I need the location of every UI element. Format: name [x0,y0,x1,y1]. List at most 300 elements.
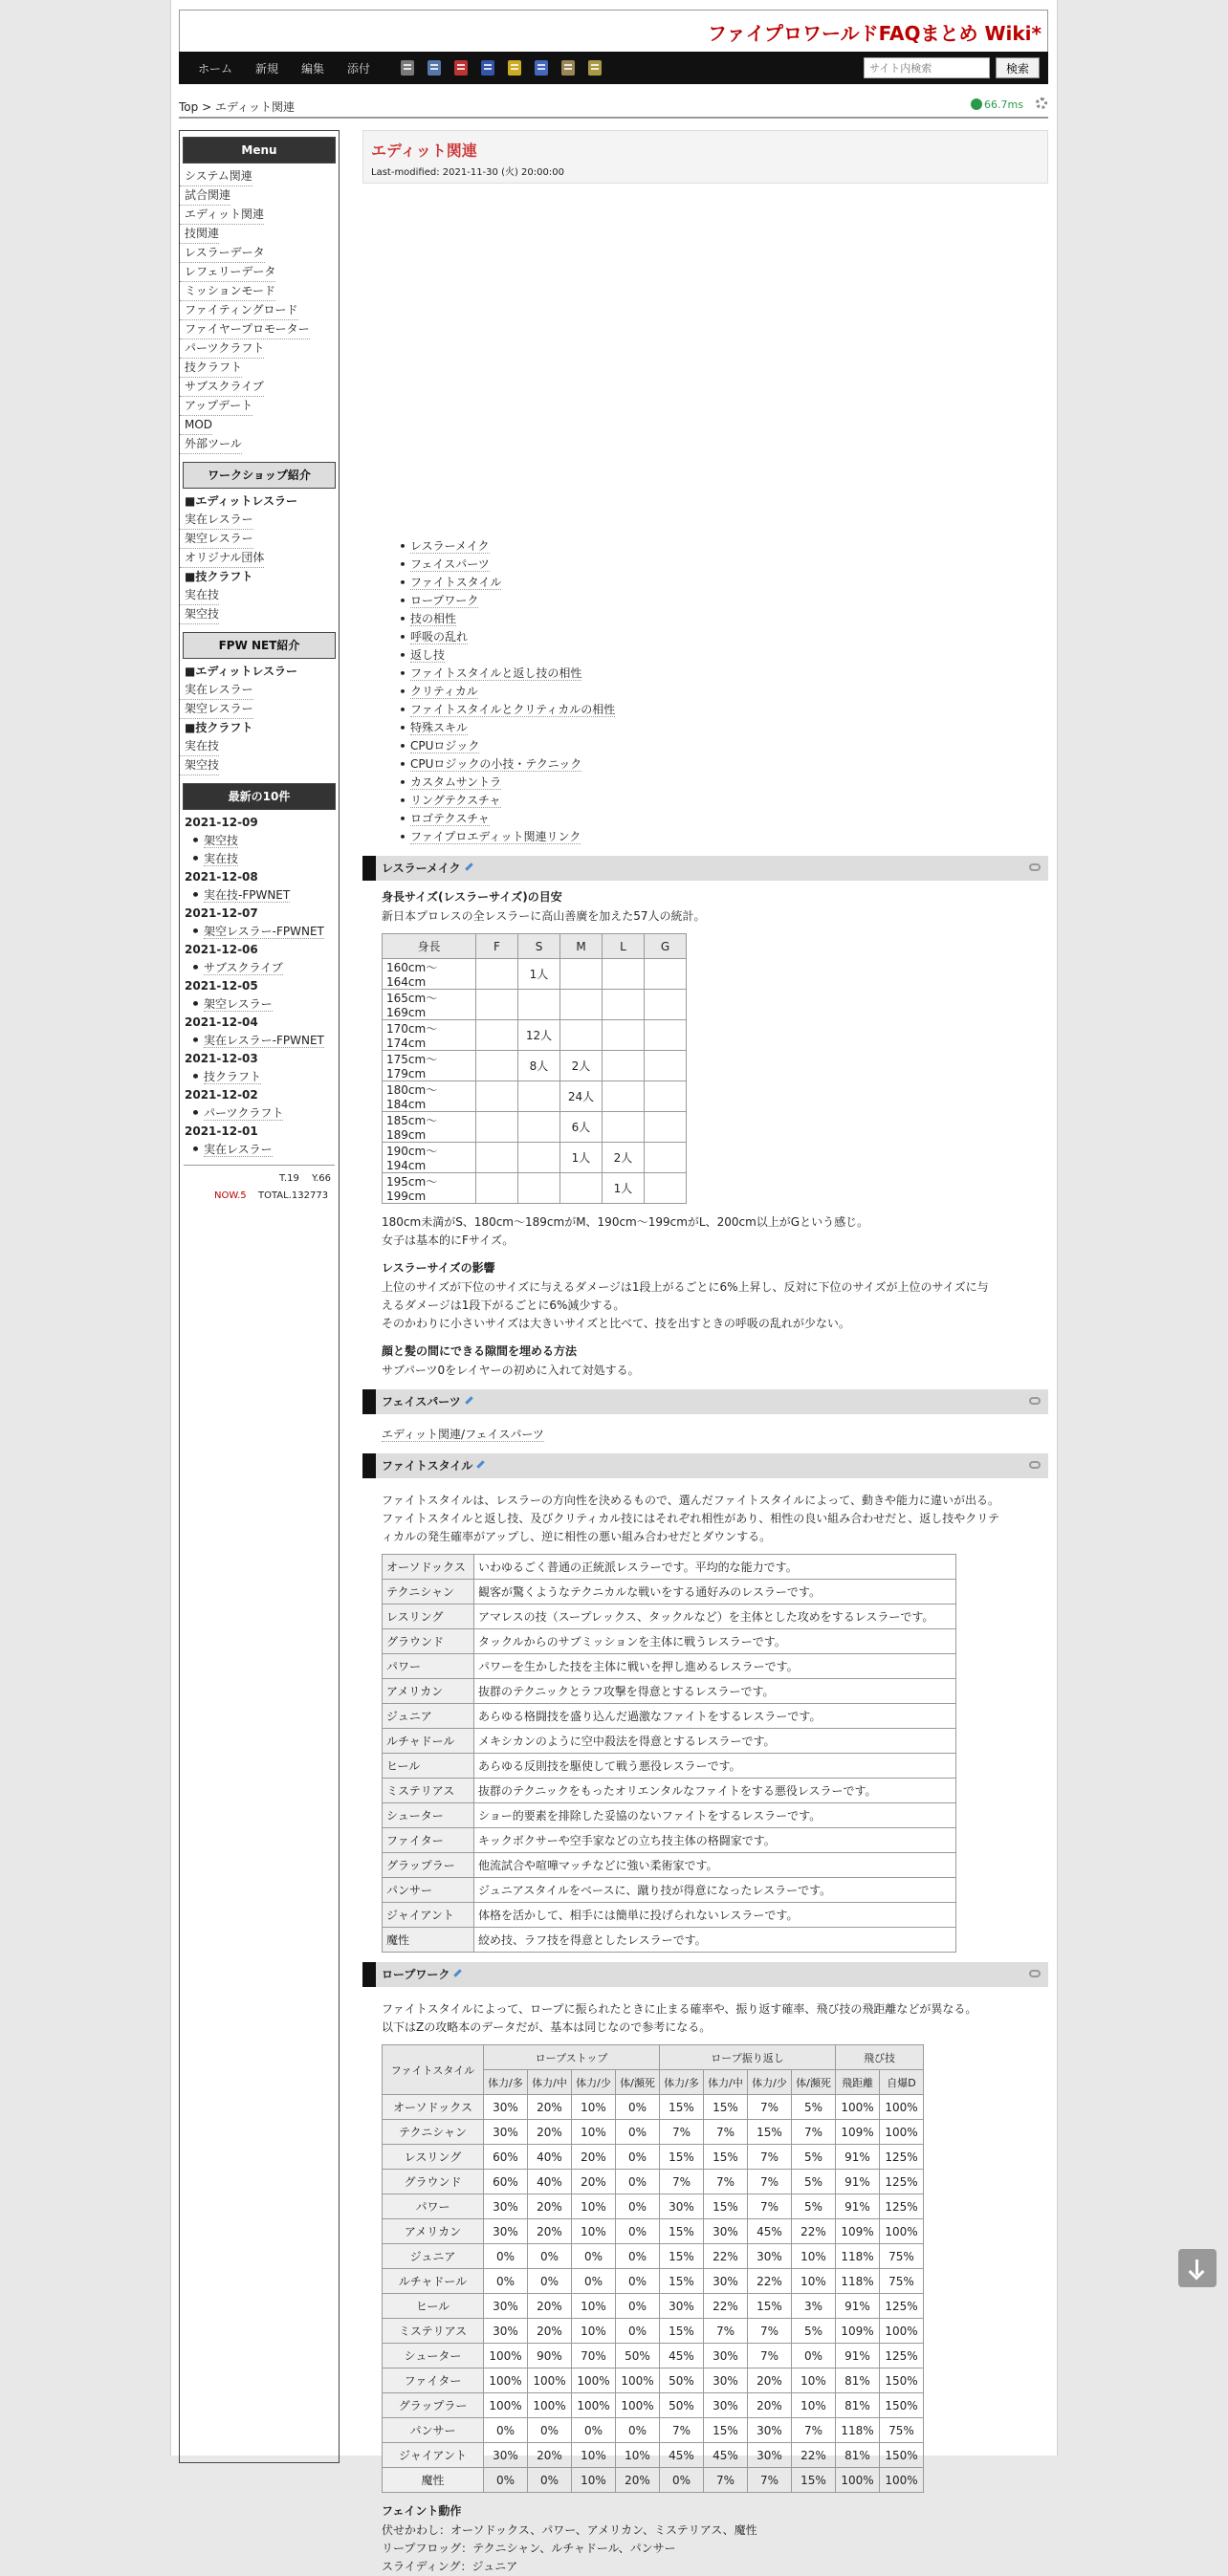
table-cell: 30% [704,2344,748,2369]
table-row [383,1878,956,1903]
table-cell: 15% [704,2418,748,2443]
table-row [383,1112,687,1143]
toc-item[interactable] [401,828,1048,846]
speed-icon [971,98,982,110]
table-cell: 100% [880,2468,924,2493]
table-cell: 175cm～179cm [383,1051,476,1081]
table-cell: 10% [572,2443,616,2468]
table-cell [645,1112,687,1143]
breadcrumb-separator: > [198,100,215,114]
sidebar-menu-item[interactable]: ファイティングロード [180,301,298,320]
table-cell: 体格を活かして、相手には簡単に投げられないレスラーです。 [474,1903,956,1928]
table-cell: 0% [528,2418,572,2443]
table-cell: 30% [748,2244,792,2269]
table-cell: 10% [572,2468,616,2493]
sidebar-group-link[interactable]: 架空技 [180,605,219,624]
sidebar-group-link[interactable]: 架空技 [180,756,219,775]
recent-date: 2021-12-05 [185,979,258,993]
table-row [383,2468,924,2493]
table-cell: テクニシャン [383,2120,484,2145]
table-cell: 5% [792,2170,836,2194]
table-cell: 100% [836,2468,880,2493]
table-cell: 100% [528,2369,572,2393]
tool-icon-2[interactable] [428,60,441,76]
toc-item[interactable] [401,774,1048,792]
recent-item[interactable] [180,1104,339,1123]
toc-item[interactable] [401,701,1048,719]
table-cell: 15% [748,2120,792,2145]
table-row [383,1779,956,1803]
table-cell: 0% [616,2194,660,2219]
edit-pencil-icon[interactable] [465,862,472,870]
sidebar-menu-item[interactable]: システム関連 [180,167,252,186]
fight-style-intro-1: ファイトスタイルは、レスラーの方向性を決めるもので、選んだファイトスタイルによって、動きや能力に違いが出る。 [382,1494,999,1507]
toc-link[interactable]: ロープワーク [410,594,479,607]
tool-icon-8[interactable] [588,60,602,76]
tool-icon-6[interactable] [535,60,548,76]
table-cell: 91% [836,2344,880,2369]
table-cell [476,959,518,990]
recent-item-link[interactable]: 架空レスラー [204,997,273,1011]
table-row [383,2369,924,2393]
table-row [383,2319,924,2344]
recent-item[interactable] [180,995,339,1014]
effect-text-1: 上位のサイズが下位のサイズに与えるダメージは1段上がるごとに6%上昇し、反対に下位のサイズが上位のサイズに与 [382,1280,989,1294]
toc-item[interactable] [401,665,1048,683]
counter-total: TOTAL.132773 [258,1190,329,1201]
recent-item[interactable] [180,1032,339,1050]
table-cell: 12人 [518,1020,560,1051]
table-cell: 75% [880,2418,924,2443]
table-cell: 0% [572,2418,616,2443]
table-cell: 45% [660,2344,704,2369]
bullet-icon [193,1001,198,1006]
bullet-icon [401,580,405,584]
workshop-title: ワークショップ紹介 [183,462,336,489]
bullet-icon [401,744,405,748]
toc-link[interactable]: 呼吸の乱れ [410,630,469,644]
table-header-cell: ロープ振り返し [660,2045,836,2070]
toc-link[interactable]: クリティカル [410,685,478,698]
search-input[interactable] [864,57,990,78]
link-icon[interactable] [1029,1461,1041,1469]
table-cell: 0% [616,2120,660,2145]
header-divider [179,117,1048,119]
table-header-cell: 体力/少 [748,2070,792,2095]
table-row [383,2344,924,2369]
toc-item[interactable] [401,537,1048,556]
table-cell: 観客が驚くようなテクニカルな戦いをする通好みのレスラーです。 [474,1580,956,1605]
size-note-1: 180cm未満がS、180cm～189cmがM、190cm～199cmがL、200cm以上がGという感じ。 [382,1215,869,1229]
recent-item-link[interactable]: 実在技 [204,852,239,865]
tool-icon-7[interactable] [561,60,575,76]
toc-item[interactable] [401,646,1048,665]
feint-text-3: スライディング：ジュニア [382,2560,518,2573]
bullet-icon [401,562,405,566]
table-cell: パンサー [383,1878,474,1903]
table-cell: 10% [572,2095,616,2120]
table-cell [645,1081,687,1112]
table-cell: 20% [748,2393,792,2418]
table-row [383,2194,924,2219]
table-header-cell: 身長 [383,934,476,959]
recent-item-link[interactable]: 実在技-FPWNET [204,888,291,902]
tool-icon-3[interactable] [454,60,468,76]
table-cell: 30% [484,2095,528,2120]
size-note-2: 女子は基本的にFサイズ。 [382,1233,515,1247]
table-cell [476,1051,518,1081]
toc-item[interactable] [401,810,1048,828]
toc-link[interactable]: CPUロジックの小技・テクニック [410,757,582,771]
table-row [383,2244,924,2269]
sidebar-menu-item[interactable]: エディット関連 [180,206,264,225]
navbar [179,52,1048,84]
table-cell: 30% [660,2194,704,2219]
toc-item[interactable] [401,610,1048,628]
table-header-row [383,2045,924,2070]
table-cell: ショー的要素を排除した妥協のないファイトをするレスラーです。 [474,1803,956,1828]
recent-item-link[interactable]: 架空技 [204,834,239,847]
table-cell: グラウンド [383,2170,484,2194]
recent-item[interactable] [180,832,339,850]
site-header [179,10,1048,52]
table-cell: パワーを生かした技を主体に戦いを押し進めるレスラーです。 [474,1654,956,1679]
bullet-icon [401,617,405,621]
sidebar-menu-item[interactable]: アップデート [180,397,252,416]
table-cell: ジュニア [383,1704,474,1729]
sidebar-menu-item[interactable]: パーツクラフト [180,339,264,359]
toc-item[interactable] [401,556,1048,574]
toc-item[interactable] [401,683,1048,701]
table-cell: 125% [880,2170,924,2194]
table-cell: 91% [836,2145,880,2170]
sidebar-group-link[interactable]: オリジナル団体 [180,549,264,568]
table-row [383,2170,924,2194]
sidebar-menu-item[interactable]: 技関連 [180,225,219,244]
table-cell: 100% [880,2319,924,2344]
size-heading: 身長サイズ(レスラーサイズ)の目安 [382,890,562,904]
nav-new[interactable]: 新規 [255,62,279,76]
table-cell: 20% [572,2145,616,2170]
toc-item[interactable] [401,792,1048,810]
edit-pencil-icon[interactable] [465,1396,472,1404]
bullet-icon [401,708,405,711]
fight-style-intro-2: ファイトスタイルと返し技、及びクリティカル技にはそれぞれ相性があり、相性の良い組み合わせだと、返し技やクリテ [382,1512,999,1525]
table-cell: ジャイアント [383,1903,474,1928]
table-cell: 81% [836,2393,880,2418]
table-cell: 20% [528,2194,572,2219]
edit-pencil-icon[interactable] [454,1969,462,1976]
table-cell: 100% [572,2369,616,2393]
table-cell: 7% [748,2095,792,2120]
table-cell: 0% [616,2244,660,2269]
table-row [383,1853,956,1878]
table-header-cell: 体力/中 [704,2070,748,2095]
bullet-icon [193,965,198,970]
recent-item[interactable] [180,1141,339,1159]
table-cell: 118% [836,2418,880,2443]
table-cell: 0% [528,2269,572,2294]
bullet-icon [401,635,405,639]
table-row [383,1928,956,1953]
table-cell: 7% [660,2170,704,2194]
sidebar-group-link[interactable]: 実在レスラー [180,511,253,530]
table-cell: ミステリアス [383,2319,484,2344]
toc-link[interactable]: フェイスパーツ [410,557,490,571]
sidebar-menu-item[interactable]: レフェリーデータ [180,263,275,282]
table-cell: 7% [748,2170,792,2194]
toc-item[interactable] [401,574,1048,592]
sidebar-menu-item[interactable]: MOD [180,416,212,435]
bullet-icon [401,671,405,675]
table-row [383,2120,924,2145]
sidebar-menu-item[interactable]: サブスクライブ [180,378,264,397]
table-cell: 190cm～194cm [383,1143,476,1173]
table-row [383,2095,924,2120]
table-row [383,1081,687,1112]
section-title: ファイトスタイル [382,1459,473,1473]
table-cell: 0% [616,2418,660,2443]
table-cell: 30% [484,2194,528,2219]
table-cell: 50% [660,2393,704,2418]
table-cell: 0% [572,2269,616,2294]
edit-pencil-icon[interactable] [477,1460,485,1468]
toc-link[interactable]: CPUロジック [410,739,480,753]
toc-item[interactable] [401,719,1048,737]
tool-icon-1[interactable] [401,60,414,76]
sidebar-menu-item[interactable]: ファイヤープロモーター [180,320,310,339]
recent-item-link[interactable]: 実在レスラー-FPWNET [204,1034,324,1047]
table-cell: 10% [572,2294,616,2319]
sidebar-group-link[interactable]: 実在技 [180,737,219,756]
table-cell: 22% [704,2294,748,2319]
table-cell: 118% [836,2244,880,2269]
table-cell [603,1020,645,1051]
sidebar-group-heading: ■エディットレスラー [185,665,298,678]
toc-link[interactable]: カスタムサントラ [410,775,502,789]
section-title: フェイスパーツ [382,1395,461,1408]
toc-item[interactable] [401,755,1048,774]
sidebar-menu-item[interactable]: 外部ツール [180,435,242,454]
sidebar-menu-item[interactable]: 試合関連 [180,186,230,206]
table-cell: 170cm～174cm [383,1020,476,1051]
table-cell: 100% [616,2369,660,2393]
table-cell: 30% [704,2393,748,2418]
toc-link[interactable]: ファイトスタイル [410,576,502,589]
bullet-icon [401,835,405,839]
table-cell: 100% [572,2393,616,2418]
table-header-cell: ファイトスタイル [383,2045,484,2095]
gap-heading: 顔と髪の間にできる隙間を埋める方法 [382,1344,578,1358]
effect-heading: レスラーサイズの影響 [382,1261,495,1275]
table-cell [518,1081,560,1112]
recent-item[interactable] [180,886,339,905]
sidebar-menu-item[interactable]: 技クラフト [180,359,242,378]
nav-attach[interactable]: 添付 [347,62,371,76]
gear-icon[interactable] [1036,98,1047,109]
table-cell: 10% [572,2319,616,2344]
table-cell: あらゆる反則技を駆使して戦う悪役レスラーです。 [474,1754,956,1779]
table-of-contents [362,537,1048,846]
table-row [383,1143,687,1173]
table-cell: 20% [528,2294,572,2319]
size-table [382,933,687,1204]
bullet-icon [193,892,198,897]
table-cell [603,1081,645,1112]
table-cell: 30% [704,2269,748,2294]
table-cell: 抜群のテクニックをもったオリエンタルなファイトをする悪役レスラーです。 [474,1779,956,1803]
table-cell: 1人 [518,959,560,990]
recent-item[interactable] [180,1068,339,1086]
toc-link[interactable]: 技の相性 [410,612,457,625]
toc-link[interactable]: ロゴテクスチャ [410,812,490,825]
table-cell: 0% [528,2244,572,2269]
table-cell: 20% [748,2369,792,2393]
table-cell [518,990,560,1020]
face-parts-link[interactable] [382,1426,1048,1444]
table-cell [560,1020,603,1051]
table-header-cell: 体力/多 [660,2070,704,2095]
toc-item[interactable] [401,592,1048,610]
table-row [383,1629,956,1654]
table-header-cell: L [603,934,645,959]
fpwnet-title: FPW NET紹介 [183,632,336,659]
table-cell: 109% [836,2219,880,2244]
toc-item[interactable] [401,628,1048,646]
tool-icon-4[interactable] [481,60,494,76]
table-cell: 0% [484,2244,528,2269]
table-cell: 20% [528,2319,572,2344]
table-cell: 30% [704,2219,748,2244]
toc-link[interactable]: 返し技 [410,648,446,662]
table-row [383,1654,956,1679]
recent-item-link[interactable]: パーツクラフト [204,1106,284,1120]
table-cell: 22% [792,2443,836,2468]
tool-icon-5[interactable] [508,60,521,76]
recent-item-link[interactable]: 実在レスラー [204,1143,273,1156]
table-cell: ルチャドール [383,1729,474,1754]
table-cell: 5% [792,2194,836,2219]
table-row [383,2393,924,2418]
table-cell: 7% [748,2319,792,2344]
fight-style-table [382,1554,956,1953]
sidebar-menu-item[interactable]: レスラーデータ [180,244,265,263]
table-cell: 60% [484,2145,528,2170]
nav-edit[interactable]: 編集 [301,62,325,76]
toc-link[interactable]: ファイプロエディット関連リンク [410,830,581,843]
bullet-icon [193,838,198,842]
gap-text: サブパーツ0をレイヤーの初めに入れて対処する。 [382,1364,640,1377]
table-cell: 100% [880,2095,924,2120]
table-row [383,2443,924,2468]
toc-link[interactable]: ファイトスタイルと返し技の相性 [410,666,582,680]
recent-item[interactable] [180,923,339,941]
table-header-cell: 体/瀕死 [792,2070,836,2095]
toc-link[interactable]: レスラーメイク [410,539,490,553]
table-cell: 75% [880,2244,924,2269]
recent-item-link[interactable]: 技クラフト [204,1070,262,1083]
section-heading-rope-work [362,1962,1048,1987]
table-cell: 魔性 [383,2468,484,2493]
bullet-icon [401,780,405,784]
table-cell [518,1112,560,1143]
link-icon[interactable] [1029,1397,1041,1405]
ad-space [362,184,1048,537]
table-cell: 100% [880,2219,924,2244]
search-button[interactable]: 検索 [996,57,1040,78]
sidebar-group-link[interactable]: 架空レスラー [180,700,253,719]
render-time [971,98,1023,111]
table-cell: シューター [383,1803,474,1828]
table-cell: グラウンド [383,1629,474,1654]
link-icon[interactable] [1029,1970,1041,1977]
table-row [383,990,687,1020]
table-cell: 109% [836,2120,880,2145]
face-parts-link-text[interactable]: エディット関連/フェイスパーツ [382,1428,544,1441]
sidebar-group-link[interactable]: 実在レスラー [180,681,253,700]
recent-item-link[interactable]: 架空レスラー-FPWNET [204,925,324,938]
bullet-icon [401,653,405,657]
table-cell: 10% [616,2443,660,2468]
toc-link[interactable]: リングテクスチャ [410,794,501,807]
site-title[interactable]: ファイプロワールドFAQまとめ Wiki* [708,22,1042,45]
sidebar-group-link[interactable]: 実在技 [180,586,219,605]
bullet-icon [401,817,405,820]
recent-item-link[interactable]: サブスクライブ [204,961,283,974]
link-icon[interactable] [1029,863,1041,871]
table-cell [476,1143,518,1173]
access-counter [180,1166,339,1204]
nav-home[interactable]: ホーム [198,62,233,76]
table-cell: 45% [704,2443,748,2468]
table-cell: 0% [572,2244,616,2269]
table-cell: 7% [748,2145,792,2170]
sidebar-menu-item[interactable]: ミッションモード [180,282,275,301]
recent-item[interactable] [180,959,339,977]
table-cell: グラップラー [383,1853,474,1878]
table-cell: 160cm～164cm [383,959,476,990]
table-cell [560,990,603,1020]
counter-now: NOW.5 [214,1190,247,1201]
toc-link[interactable]: 特殊スキル [410,721,468,734]
table-cell [476,1081,518,1112]
table-cell: 91% [836,2194,880,2219]
recent-item[interactable] [180,850,339,868]
table-cell: 7% [748,2344,792,2369]
table-row [383,1729,956,1754]
breadcrumb-top[interactable]: Top [179,100,199,114]
toc-item[interactable] [401,737,1048,755]
table-cell: 100% [484,2369,528,2393]
sidebar-group-link[interactable]: 架空レスラー [180,530,253,549]
effect-text-3: そのかわりに小さいサイズは大きいサイズと比べて、技を出すときの呼吸の乱れが少ない。 [382,1317,850,1330]
table-row [383,1051,687,1081]
bullet-icon [401,544,405,548]
toc-link[interactable]: ファイトスタイルとクリティカルの相性 [410,703,616,716]
rope-intro-2: 以下はZの攻略本のデータだが、基本は同じなので参考になる。 [382,2020,712,2034]
table-cell: 20% [528,2219,572,2244]
section-heading-fight-style [362,1453,1048,1478]
sidebar [179,130,340,2463]
table-cell: パワー [383,1654,474,1679]
table-cell: レスリング [383,1605,474,1629]
table-cell: 0% [616,2269,660,2294]
scroll-down-button[interactable] [1178,2249,1217,2287]
table-cell [645,990,687,1020]
table-cell: 絞め技、ラフ技を得意としたレスラーです。 [474,1928,956,1953]
table-row [383,1828,956,1853]
table-cell: 15% [660,2244,704,2269]
